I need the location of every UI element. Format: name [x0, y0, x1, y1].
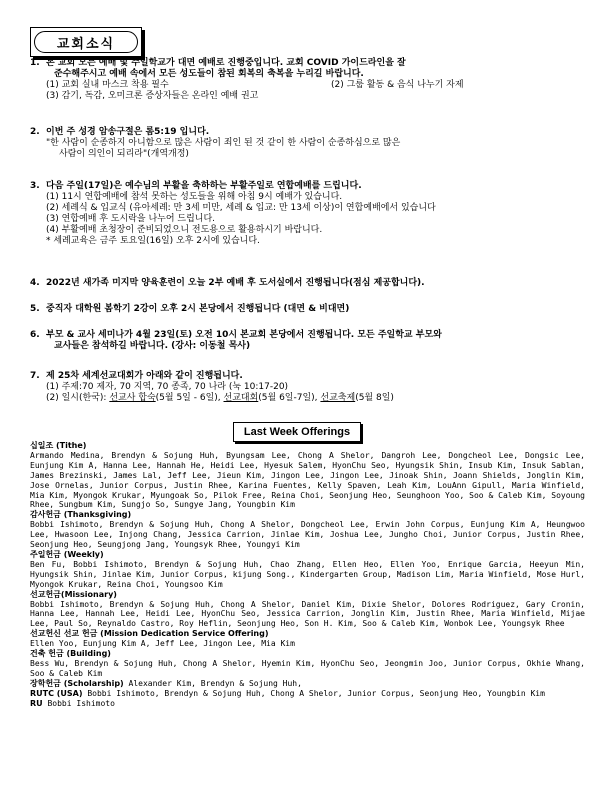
offering-section: [30, 441, 585, 510]
mission-schedule: (2) 일시(한국): 선교사 합숙(5월 5일 - 6일), 선교대회(5월 6일-7일), 선교축제(5월 8일): [46, 393, 394, 403]
announcement-subitem: "한 사람이 순종하지 아니함으로 많은 사람이 죄인 된 것 같이 한 사람이 순종하심으로 많은: [46, 138, 401, 148]
announcement-subitem: (1) 교회 실내 마스크 착용 필수 (2) 그룹 활동 & 음식 나누기 자제: [46, 80, 464, 90]
offering-section: [30, 699, 585, 709]
announcement-item: [30, 304, 590, 315]
page-title: 교회소식: [34, 31, 138, 53]
offering-names: Armando Medina, Brendyn & Sojung Huh, Byungsam Lee, Chong A Shelor, Dangroh Lee, Dongcheol Lee, Dongsic Lee, Eunjung Kim A, Hanna Lee, Hannah He, Heidi Lee, Hyesuk Salem, HyonChu Seo, Hyungsik Shin, Insub Kim, Insuk Sablan, James Brezinski, James Lal, Jeff Lee, Jieun Kim, Jingon Lee, Jingon Lee, Jinoak Shin, Joann Shields, Jonglin Kim, Jose Ornelas, Junior Corpus, Justin Rhee, Karina Fuentes, Kelly Spaven, Leah Kim, LouAnn Gipull, Maria Winfield, Mia Kim, Myongok Krukar, Myungoak So, Pilok Free, Reina Choi, Seonjung Heo, Seunghoon Yoo, Soo & Caleb Kim, Soyoung Rhee, Sungbum Kim, Sungjo So, Sungye Jang, Youngbin Kim: [30, 450, 585, 510]
offering-names: Ben Fu, Bobbi Ishimoto, Brendyn & Sojung Huh, Chao Zhang, Ellen Heo, Ellen Yoo, Enrique Garcia, Heeyun Min, Hyungsik Shin, Jinlae Kim, Junior Corpus, kijung Song., Kindergarten Group, Madison Lim, Maria Winfield, Mose Hurl, Myongok Krukar, Reina Choi, Youngsoo Kim: [30, 559, 585, 589]
announcement-item: [30, 330, 590, 352]
announcement-subitem: (4) 부활예배 초청장이 준비되었으니 전도용으로 활용하시기 바랍니다.: [46, 225, 323, 235]
announcement-subitem: (3) 연합예배 후 도시락을 나누어 드립니다.: [46, 214, 216, 224]
announcement-subitem: 사람이 의인이 되리라"(개역개정): [59, 149, 189, 159]
offering-names: Bess Wu, Brendyn & Sojung Huh, Chong A Shelor, Hyemin Kim, HyonChu Seo, Jeongmin Joo, Junior Corpus, Okhie Whang, Soo & Caleb Kim: [30, 658, 585, 678]
announcement-number: 4.: [30, 278, 40, 288]
offering-section: [30, 679, 585, 689]
announcement-subitem: (1) 11시 연합예배에 참석 못하는 성도들을 위해 아침 9시 예배가 있습니다.: [46, 192, 343, 202]
offering-label: 감사헌금 (Thanksgiving): [30, 510, 132, 520]
offering-names: Bobbi Ishimoto, Brendyn & Sojung Huh, Chong A Shelor, Junior Corpus, Seonjung Heo, Youngbin Kim: [82, 688, 545, 698]
announcement-item: [30, 127, 590, 160]
announcement-subitem: * 세례교육은 금주 토요일(16일) 오후 2시에 있습니다.: [46, 236, 260, 246]
announcement-line: 이번 주 성경 암송구절은 롬5:19 입니다.: [46, 127, 210, 137]
offering-names: Bobbi Ishimoto, Brendyn & Sojung Huh, Chong A Shelor, Dongcheol Lee, Erwin John Corpus, Eunjung Kim A, Heungwoo Lee, Hwasoon Lee, Injong Chang, Jessica Carrion, Jinlae Kim, Joshua Lee, Jungho Choi, Junior Corpus, Justin Rhee, Seonjung Heo, Seungjong Jang, Youngsyk Rhee, Youngyi Kim: [30, 520, 585, 550]
announcement-line: 교사들은 참석하길 바랍니다. (강사: 이동철 목사): [54, 341, 251, 351]
announcement-number: 7.: [30, 371, 40, 381]
announcement-item: [30, 371, 590, 404]
offering-label: 건축 헌금 (Building): [30, 649, 111, 659]
title-box: [30, 27, 142, 57]
offering-label: 장학헌금 (Scholarship): [30, 678, 124, 688]
announcement-item: [30, 58, 590, 102]
offering-section: [30, 689, 585, 699]
announcement-number: 1.: [30, 58, 40, 68]
announcement-number: 5.: [30, 304, 40, 314]
offering-label: 십일조 (Tithe): [30, 441, 87, 450]
announcement-line: 제 25차 세계선교대회가 아래와 같이 진행됩니다.: [46, 371, 243, 381]
offering-label: 선교헌금(Missionary): [30, 589, 117, 599]
offering-names: Bobbi Ishimoto, Brendyn & Sojung Huh, Chong A Shelor, Daniel Kim, Dixie Shelor, Dolores Rodriguez, Gary Cronin, Hanna Lee, Hannah Lee, Heidi Lee, HyonChu Seo, Jessica Carrion, Jonglin Kim, Justin Rhee, Maria Winfield, Mijae Lee, Paul So, Reynaldo Castro, Roy Heflin, Seonjung Heo, Son H. Kim, Soo & Caleb Kim, Wonbok Lee, Youngsyk Rhee: [30, 599, 585, 629]
offering-label: RU: [30, 698, 43, 708]
offering-names: Bobbi Ishimoto: [42, 698, 115, 708]
announcement-number: 6.: [30, 330, 40, 340]
announcement-line: 2022년 새가족 미지막 양육훈련이 오늘 2부 예배 후 도서실에서 진행됩니다(점심 제공합니다).: [46, 278, 425, 288]
offering-section: [30, 510, 585, 550]
offering-label: 선교헌신 선교 헌금 (Mission Dedication Service Offering): [30, 629, 269, 639]
offering-section: [30, 649, 585, 679]
offering-section: [30, 590, 585, 630]
announcement-line: 본 교회 모든 예배 및 주일학교가 대면 예배로 진행중입니다. 교회 COVID 가이드라인을 잘: [46, 58, 406, 68]
offering-names: Alexander Kim, Brendyn & Sojung Huh,: [123, 678, 302, 688]
offerings-list: [30, 441, 585, 708]
announcement-line: 다음 주일(17일)은 예수님의 부활을 축하하는 부활주일로 연합예배를 드립니다.: [46, 181, 362, 191]
offering-section: [30, 550, 585, 590]
offering-label: RUTC (USA): [30, 688, 83, 698]
announcement-line: 부모 & 교사 세미나가 4월 23일(토) 오전 10시 본교회 본당에서 진행됩니다. 모든 주일학교 부모와: [46, 330, 442, 340]
announcement-line: 중직자 대학원 봄학기 2강이 오후 2시 본당에서 진행됩니다 (대면 & 비대면): [46, 304, 350, 314]
offering-section: [30, 629, 585, 649]
announcement-number: 2.: [30, 127, 40, 137]
announcement-item: [30, 181, 590, 247]
announcement-subitem: (3) 감기, 독감, 오미크론 증상자들은 온라인 예배 권고: [46, 91, 259, 101]
announcement-item: [30, 278, 590, 289]
announcement-line: 준수해주시고 예배 속에서 모든 성도들이 참된 회복의 축복을 누리길 바랍니다.: [54, 69, 364, 79]
announcement-number: 3.: [30, 181, 40, 191]
offering-label: 주일헌금 (Weekly): [30, 549, 104, 559]
offering-names: Ellen Yoo, Eunjung Kim A, Jeff Lee, Jingon Lee, Mia Kim: [30, 639, 295, 649]
announcement-subitem: (2) 세례식 & 입교식 (유아세례: 만 3세 미만, 세례 & 입교: 만 13세 이상)이 연합예배에서 있습니다: [46, 203, 436, 213]
announcement-subitem: (1) 주제:70 제자, 70 지역, 70 종족, 70 나라 (눅 10:17-20): [46, 382, 289, 392]
offerings-title: Last Week Offerings: [233, 422, 361, 442]
